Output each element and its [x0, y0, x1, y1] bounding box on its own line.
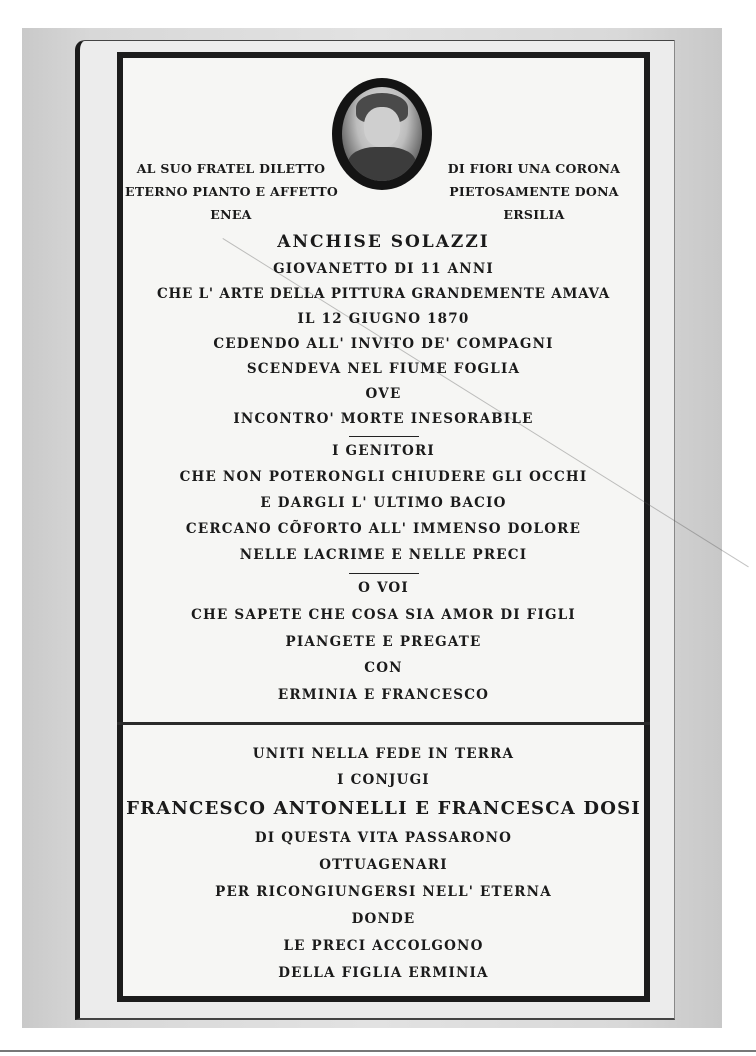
inscription-line: CON	[364, 660, 403, 676]
portrait-oval-frame	[332, 78, 432, 190]
left-dedication-line-1: AL SUO FRATEL DILETTO	[136, 161, 326, 176]
memorial-plaque	[117, 52, 650, 1002]
section-divider	[117, 722, 650, 725]
inscription-line: CEDENDO ALL' INVITO DE' COMPAGNI	[213, 336, 554, 352]
parents-heading: I GENITORI	[332, 443, 435, 459]
signatories: ERMINIA E FRANCESCO	[277, 687, 490, 703]
left-dedication-line-2: ETERNO PIANTO E AFFETTO	[125, 184, 339, 199]
inscription-line: NELLE LACRIME E NELLE PRECI	[239, 547, 528, 563]
inscription-line: DELLA FIGLIA ERMINIA	[278, 965, 489, 981]
inscription-line: SCENDEVA NEL FIUME FOGLIA	[246, 361, 521, 377]
inscription-line: CERCANO CÕFORTO ALL' IMMENSO DOLORE	[185, 521, 582, 537]
inscription-line: PIANGETE E PREGATE	[285, 634, 482, 650]
spouses-names: FRANCESCO ANTONELLI E FRANCESCA DOSI	[126, 798, 641, 819]
right-dedication-line-1: DI FIORI UNA CORONA	[447, 161, 621, 176]
inscription-line: CHE NON POTERONGLI CHIUDERE GLI OCCHI	[179, 469, 588, 485]
photo-bottom-edge	[0, 1050, 756, 1052]
inscription-line: IL 12 GIUGNO 1870	[297, 311, 470, 327]
right-dedication-signature: ERSILIA	[503, 207, 565, 222]
deceased-name: ANCHISE SOLAZZI	[277, 232, 490, 252]
appeal-heading: O VOI	[358, 580, 409, 596]
inscription-line: GIOVANETTO DI 11 ANNI	[273, 261, 494, 277]
inscription-line: LE PRECI ACCOLGONO	[283, 938, 484, 954]
inscription-line: OVE	[365, 386, 402, 402]
inscription-line: DI QUESTA VITA PASSARONO	[254, 830, 513, 846]
inscription-line: UNITI NELLA FEDE IN TERRA	[252, 746, 515, 762]
inscription-line: PER RICONGIUNGERSI NELL' ETERNA	[215, 884, 552, 900]
right-dedication-line-2: PIETOSAMENTE DONA	[449, 184, 619, 199]
inscription-line: E DARGLI L' ULTIMO BACIO	[260, 495, 507, 511]
left-dedication-signature: ENEA	[210, 207, 252, 222]
inscription-line: INCONTRO' MORTE INESORABILE	[233, 411, 534, 427]
inscription-line: I CONJUGI	[337, 772, 430, 788]
inscription-line: DONDE	[351, 911, 416, 927]
inscription-line: CHE SAPETE CHE COSA SIA AMOR DI FIGLI	[191, 607, 576, 623]
short-divider	[349, 436, 419, 437]
short-divider	[349, 573, 419, 574]
inscription-line: CHE L' ARTE DELLA PITTURA GRANDEMENTE AMAVA	[156, 286, 611, 302]
inscription-line: OTTUAGENARI	[319, 857, 448, 873]
portrait-photo-icon	[342, 87, 422, 181]
